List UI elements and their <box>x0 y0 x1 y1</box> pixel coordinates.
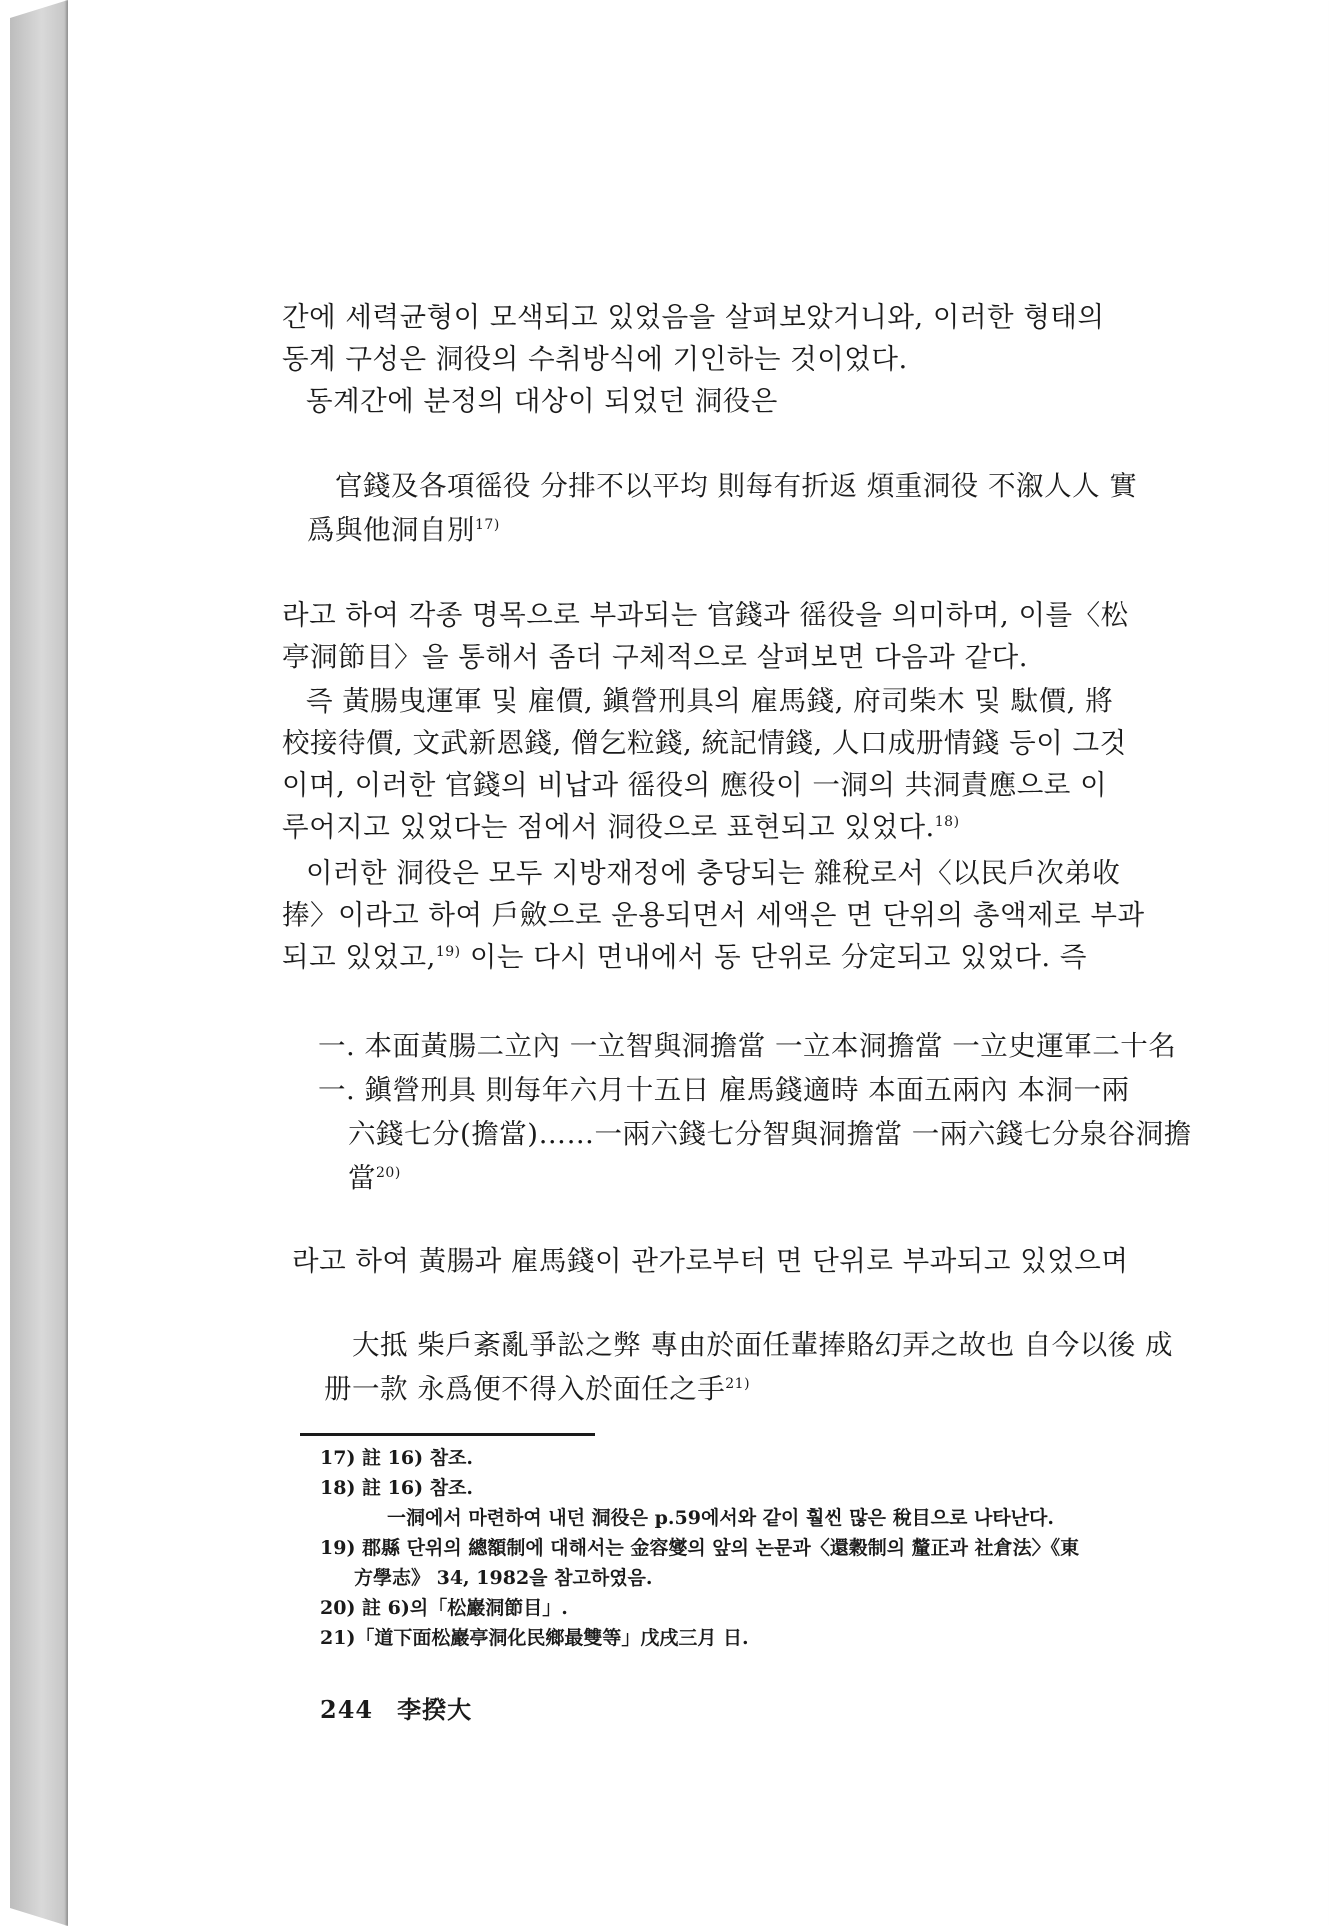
paragraph-4 <box>282 680 1202 848</box>
text-line <box>282 806 1202 848</box>
quote-line: 一. 鎭營刑具 則每年六月十五日 雇馬錢適時 本面五兩內 本洞一兩 <box>318 1074 1130 1106</box>
footnote-ref: 17) <box>475 517 500 533</box>
page-number: 244 <box>320 1695 374 1724</box>
footnote: 17) 註 16) 참조. <box>320 1447 474 1469</box>
paragraph-1 <box>282 296 1202 380</box>
block-quote-2 <box>318 1024 1208 1200</box>
text-line: 이러한 洞役은 모두 지방재정에 충당되는 雜稅로서〈以民戶次弟收 <box>306 857 1121 889</box>
quote-line <box>318 1156 1208 1200</box>
text-line: 亭洞節目〉을 통해서 좀더 구체적으로 살펴보면 다음과 같다. <box>282 641 1028 673</box>
footnote: 21)「道下面松巖亭洞化民鄉最雙等」戊戌三月 日. <box>320 1627 749 1649</box>
footnote-ref: 20) <box>376 1165 401 1181</box>
quote-line <box>307 508 1205 552</box>
quote-line: 大抵 柴戶紊亂爭訟之弊 專由於面任輩捧賂幻弄之故也 自今以後 成 <box>352 1329 1173 1361</box>
paragraph-6 <box>292 1240 1212 1282</box>
quote-line: 一. 本面黃腸二立內 一立智與洞擔當 一立本洞擔當 一立史運軍二十名 <box>318 1030 1177 1062</box>
text-line: 즉 黃腸曳運軍 및 雇價, 鎭營刑具의 雇馬錢, 府司柴木 및 駄價, 將 <box>306 685 1114 717</box>
footnotes <box>320 1443 1200 1653</box>
footnote: 20) 註 6)의「松巖洞節目」. <box>320 1597 568 1619</box>
page-footer <box>320 1690 496 1725</box>
footnote-ref: 21) <box>725 1376 751 1392</box>
text: 되고 있었고, <box>282 941 436 973</box>
text-line: 校接待價, 文武新恩錢, 僧乞粒錢, 統記情錢, 人口成册情錢 등이 그것 <box>282 727 1127 759</box>
text-line: 동계 구성은 洞役의 수취방식에 기인하는 것이었다. <box>282 343 908 375</box>
paragraph-3 <box>282 594 1202 678</box>
text-line: 捧〉이라고 하여 戶斂으로 운용되면서 세액은 면 단위의 총액제로 부과 <box>282 899 1145 931</box>
text-line <box>282 936 1202 978</box>
text-line: 이며, 이러한 官錢의 비납과 徭役의 應役이 一洞의 共洞責應으로 이 <box>282 769 1108 801</box>
book-spine-edge <box>10 0 68 1926</box>
text-line: 간에 세력균형이 모색되고 있었음을 살펴보았거니와, 이러한 형태의 <box>282 301 1105 333</box>
text-line: 라고 하여 각종 명목으로 부과되는 官錢과 徭役을 의미하며, 이를〈松 <box>282 599 1129 631</box>
quote-line <box>324 1367 1212 1411</box>
quote-line: 官錢及各項徭役 分排不以平均 則每有折返 煩重洞役 不溆人人 實 <box>335 470 1138 502</box>
paragraph-2 <box>282 380 1202 422</box>
footnote-ref: 18) <box>934 814 960 830</box>
quote-line: 六錢七分(擔當)……一兩六錢七分智與洞擔當 一兩六錢七分泉谷洞擔 <box>348 1118 1192 1150</box>
block-quote-3 <box>324 1323 1212 1411</box>
quote-text: 册一款 永爲便不得入於面任之手 <box>324 1373 726 1405</box>
block-quote-1 <box>307 464 1205 552</box>
footnote: 一洞에서 마련하여 내던 洞役은 p.59에서와 같이 훨씬 많은 稅目으로 나타난다. <box>387 1507 1054 1529</box>
author-name: 李揆大 <box>397 1695 473 1724</box>
quote-text: 爲與他洞自別 <box>307 514 475 546</box>
paragraph-5 <box>282 852 1202 978</box>
quote-text: 當 <box>348 1162 376 1194</box>
text: 루어지고 있었다는 점에서 洞役으로 표현되고 있었다. <box>282 811 935 843</box>
text-line: 동계간에 분정의 대상이 되었던 洞役은 <box>306 385 778 417</box>
text: 이는 다시 면내에서 동 단위로 分定되고 있었다. 즉 <box>460 941 1087 973</box>
footnote: 18) 註 16) 참조. <box>320 1477 474 1499</box>
footnote-divider <box>300 1433 595 1436</box>
footnote: 方學志》 34, 1982을 참고하였음. <box>354 1567 653 1589</box>
text-line: 라고 하여 黃腸과 雇馬錢이 관가로부터 면 단위로 부과되고 있었으며 <box>292 1245 1129 1277</box>
footnote: 19) 郡縣 단위의 總額制에 대해서는 金容燮의 앞의 논문과〈還穀制의 釐正과 社倉法〉《東 <box>320 1537 1080 1559</box>
footnote-ref: 19) <box>435 944 461 960</box>
